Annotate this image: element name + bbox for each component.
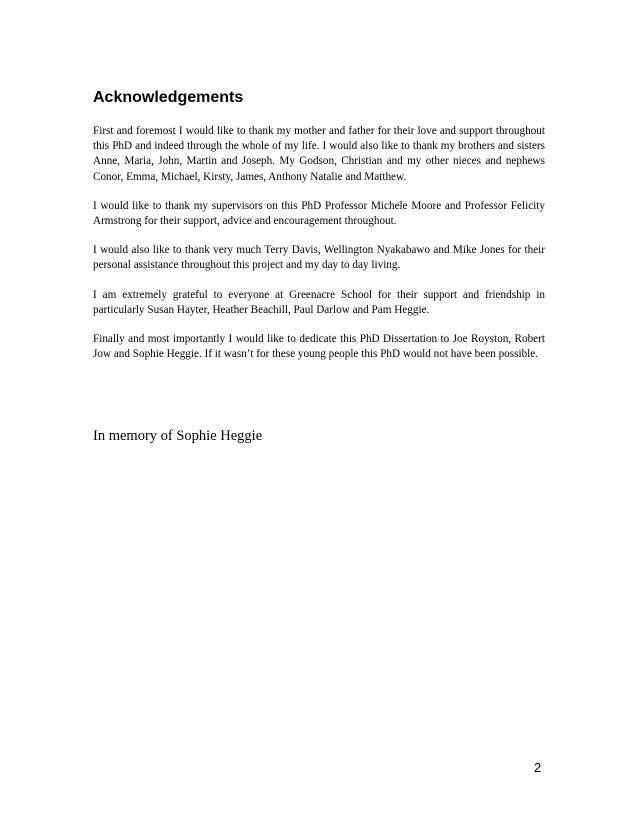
page-title: Acknowledgements: [93, 89, 244, 106]
page-number: 2: [534, 760, 542, 775]
paragraph-assistance: I would also like to thank very much Terry Davis, Wellington Nyakabawo and Mike Jones for their personal assistance throughout this project and my day to day living.: [93, 244, 545, 272]
paragraph-supervisors: I would like to thank my supervisors on this PhD Professor Michele Moore and Professor Felicity Armstrong for their support, advice and encouragement throughout.: [93, 199, 545, 228]
paragraph-school: I am extremely grateful to everyone at Greenacre School for their support and friendship in particularly Susan Hayter, Heather Beachill, Paul Darlow and Pam Heggie.: [93, 288, 545, 316]
paragraph-dedication: Finally and most importantly I would like to dedicate this PhD Dissertation to Joe Royston, Robert Jow and Sophie Heggie. If it wasn’t for these young people this PhD would not have been possible.: [93, 333, 545, 361]
memorial-line: In memory of Sophie Heggie: [93, 428, 263, 444]
paragraph-family: First and foremost I would like to thank my mother and father for their love and support throughout this PhD and indeed through the whole of my life. I would also like to thank my brothers and sisters Anne, Maria, John, Martin and Joseph. My Godson, Christian and my other nieces and nephews Conor, Emma, Michael, Kirsty, James, Anthony Natalie and Matthew.: [93, 125, 545, 183]
acknowledgements-body: [93, 124, 545, 376]
